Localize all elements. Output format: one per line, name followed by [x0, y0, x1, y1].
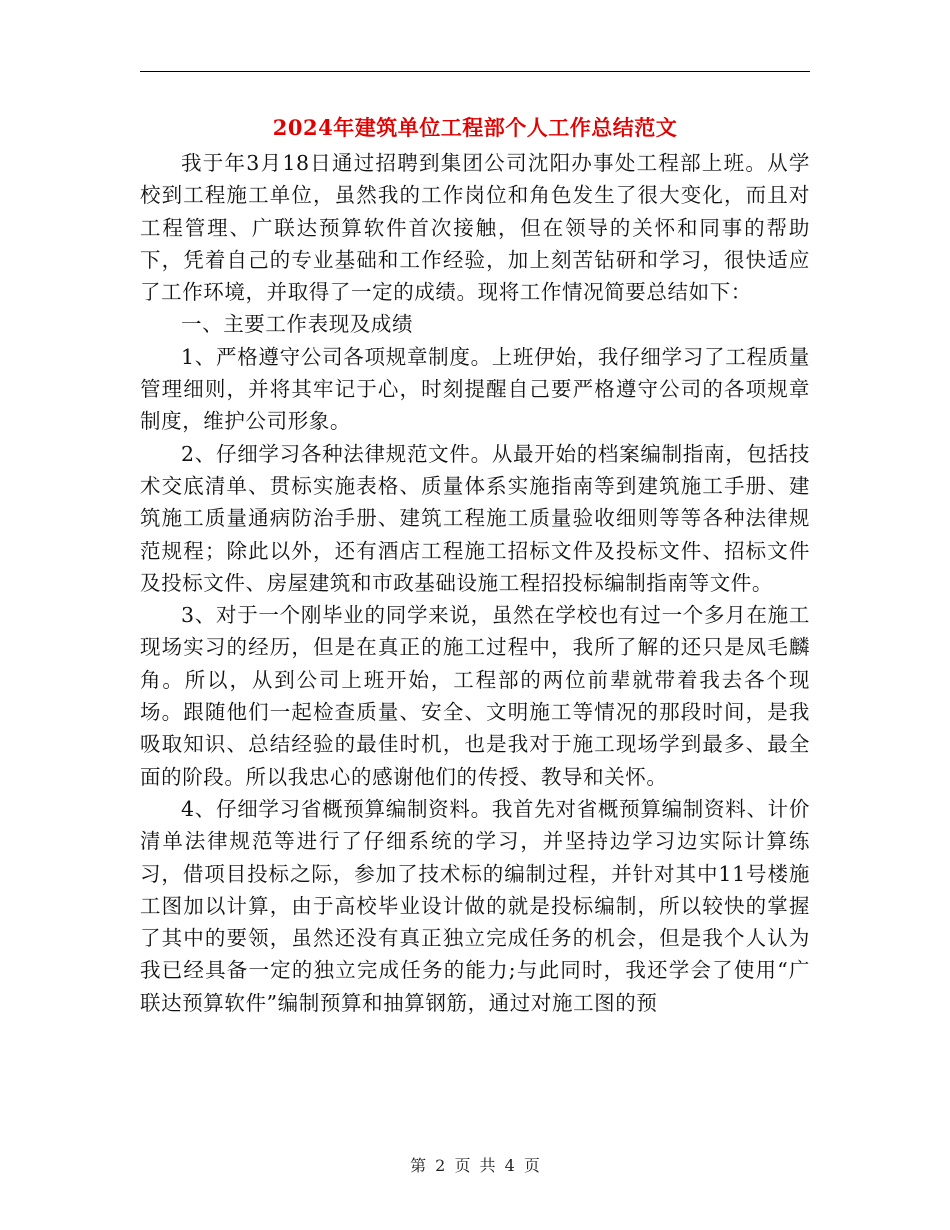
section-heading: 一、主要工作表现及成绩 [181, 312, 414, 337]
paragraph-item-2: 2、仔细学习各种法律规范文件。从最开始的档案编制指南，包括技术交底清单、贯标实施表格、质量体系实施指南等到建筑施工手册、建筑施工质量通病防治手册、建筑工程施工质量验收细则等等各种法律规范规程；除此以外，还有酒店工程施工招标文件及投标文件、招标文件及投标文件、房屋建筑和市政基础设施工程招投标编制指南等文件。 [140, 441, 810, 595]
document-body [140, 147, 810, 1019]
paragraph-item-4: 4、仔细学习省概预算编制资料。我首先对省概预算编制资料、计价清单法律规范等进行了仔细系统的学习，并坚持边学习边实际计算练习，借项目投标之际，参加了技术标的编制过程，并针对其中11号楼施工图加以计算，由于高校毕业设计做的就是投标编制，所以较快的掌握了其中的要领，虽然还没有真正独立完成任务的机会，但是我个人认为我已经具备一定的独立完成任务的能力;与此同时，我还学会了使用“广联达预算软件”编制预算和抽算钢筋，通过对施工图的预 [140, 796, 810, 1015]
paragraph-intro: 我于年3月18日通过招聘到集团公司沈阳办事处工程部上班。从学校到工程施工单位，虽然我的工作岗位和角色发生了很大变化，而且对工程管理、广联达预算软件首次接触，但在领导的关怀和同事的帮助下，凭着自己的专业基础和工作经验，加上刻苦钻研和学习，很快适应了工作环境，并取得了一定的成绩。现将工作情况简要总结如下： [140, 151, 810, 305]
document-title: 2024年建筑单位工程部个人工作总结范文 [272, 115, 678, 140]
paragraph-item-3: 3、对于一个刚毕业的同学来说，虽然在学校也有过一个多月在施工现场实习的经历，但是在真正的施工过程中，我所了解的还只是凤毛麟角。所以，从到公司上班开始，工程部的两位前辈就带着我去各个现场。跟随他们一起检查质量、安全、文明施工等情况的那段时间，是我吸取知识、总结经验的最佳时机，也是我对于施工现场学到最多、最全面的阶段。所以我忠心的感谢他们的传授、教导和关怀。 [140, 603, 810, 789]
header-rule [140, 71, 810, 72]
paragraph-item-1: 1、严格遵守公司各项规章制度。上班伊始，我仔细学习了工程质量管理细则，并将其牢记于心，时刻提醒自己要严格遵守公司的各项规章制度，维护公司形象。 [140, 344, 810, 434]
page-number: 第 2 页 共 4 页 [410, 1156, 540, 1175]
